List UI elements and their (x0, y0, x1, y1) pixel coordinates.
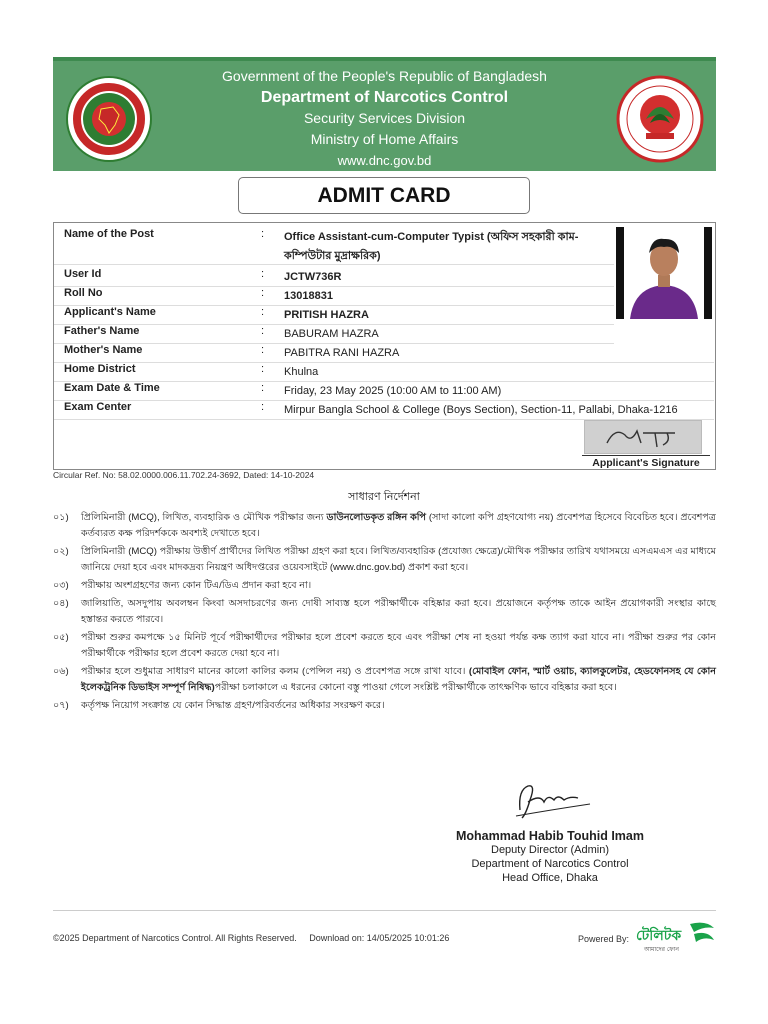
info-row-father-name (54, 325, 614, 344)
info-value: PRITISH HAZRA (284, 309, 369, 321)
info-label: Applicant's Name (64, 306, 156, 318)
info-colon: : (261, 363, 265, 375)
website-text: www.dnc.gov.bd (337, 153, 432, 168)
info-row-exam-center (54, 401, 714, 420)
teletalk-brand-text: টেলিটক (636, 928, 682, 944)
teletalk-logo (634, 918, 716, 954)
instruction-number: ০২) (53, 546, 69, 557)
officer-department: Department of Narcotics Control (471, 858, 629, 870)
footer-divider (53, 910, 716, 911)
info-value: Mirpur Bangla School & College (Boys Section), Section-11, Pallabi, Dhaka-1216 (284, 404, 678, 416)
info-value: 13018831 (284, 290, 333, 302)
circular-reference: Circular Ref. No: 58.02.0000.006.11.702.24-3692, Dated: 14-10-2024 (53, 470, 315, 480)
info-colon: : (261, 228, 265, 240)
info-row-mother-name (54, 344, 714, 363)
info-label: Exam Date & Time (64, 382, 160, 394)
applicant-photo (616, 227, 712, 319)
instruction-number: ০৬) (53, 666, 69, 677)
info-colon: : (261, 401, 265, 413)
instruction-text: প্রিলিমিনারী (MCQ) পরীক্ষায় উত্তীর্ণ প্রার্থীদের লিখিত পরীক্ষা গ্রহণ করা হবে। লিখিত/ব্যবহারিক (প্রযোজ্য ক্ষেত্রে)/মৌখিক পরীক্ষার তারিখ যথাসময়ে এসএমএস এর মাধ্যমে জানিয়ে দেয়া হবে এবং মাদকদ্রব্য নিয়ন্ত্রণ অধিদপ্তরের ওয়েবসাইটে (www.dnc.gov.bd) প্রকাশ করা হবে। (81, 546, 716, 573)
applicant-photo-image (616, 227, 712, 319)
instruction-bold-text: ডাউনলোডকৃত রঙ্গিন কপি (326, 512, 427, 523)
footer-copyright (53, 933, 449, 943)
officer-signature-image (440, 780, 660, 820)
info-colon: : (261, 325, 265, 337)
info-row-applicant-name (54, 306, 614, 325)
info-row-user-id (54, 268, 614, 287)
officer-name: Mohammad Habib Touhid Imam (456, 829, 644, 843)
instruction-item (53, 596, 716, 628)
officer-designation: Deputy Director (Admin) (491, 844, 609, 856)
info-colon: : (261, 306, 265, 318)
instruction-text: প্রিলিমিনারী (MCQ), লিখিত, ব্যবহারিক ও মৌখিক পরীক্ষার জন্য (81, 512, 327, 523)
instruction-text: জালিয়াতি, অসদুপায় অবলম্বন কিংবা অসদাচরণের জন্য দোষী সাব্যস্ত হলে পরীক্ষার্থীকে বহিষ্কার করা হবে। প্রয়োজনে কর্তৃপক্ষ তাকে আইন প্রয়োগকারী সংস্থার কাছে হস্তান্তর করতে পারবে। (81, 598, 716, 625)
instruction-item (53, 698, 716, 714)
info-row-post (54, 228, 614, 265)
instruction-text-cont: পরীক্ষা চলাকালে এ ধরনের কোনো বস্তু পাওয়া গেলে সংশ্লিষ্ট পরীক্ষার্থীকে তাৎক্ষণিক ভাবে বহিষ্কার করা হবে। (214, 682, 617, 693)
instruction-text: পরীক্ষার হলে শুধুমাত্র সাধারণ মানের কালো কালির কলম (পেন্সিল নয়) ও প্রবেশপত্র সঙ্গে রাখা যাবে। (81, 666, 469, 677)
info-colon: : (261, 344, 265, 356)
division-name: Security Services Division (303, 110, 466, 126)
info-label: Home District (64, 363, 136, 375)
ministry-name: Ministry of Home Affairs (310, 131, 459, 147)
instruction-item (53, 664, 716, 696)
download-time: Download on: 14/05/2025 10:01:26 (309, 933, 450, 943)
applicant-signature-image (584, 420, 702, 454)
info-colon: : (261, 287, 265, 299)
powered-by-label: Powered By: (578, 934, 630, 944)
instruction-text-cont: (সাদা কালো কপি গ্রহণযোগ্য নয়) প্রবেশপত্র হিসেবে বিবেচিত হবে। প্রবেশপত্র কর্তব্যরত কক্ষ পরিদর্শককে অবশ্যই দেখাতে হবে। (81, 512, 716, 539)
applicant-signature-label: Applicant's Signature (582, 455, 710, 469)
instruction-number: ০৫) (53, 632, 69, 643)
info-label: Father's Name (64, 325, 140, 337)
info-label: Name of the Post (64, 228, 154, 240)
info-row-exam-date (54, 382, 714, 401)
applicant-signature-scribble (585, 421, 701, 453)
info-colon: : (261, 268, 265, 280)
teletalk-tagline: আমাদের ফোন (644, 946, 679, 953)
instruction-bold-text: (মোবাইল ফোন, স্মার্ট ওয়াচ, ক্যালকুলেটর, হেডফোনসহ যে কোন ইলেকট্রনিক ডিভাইস সম্পূর্ণ নিষিদ্ধ) (81, 666, 717, 693)
instruction-item (53, 578, 716, 594)
instruction-text: পরীক্ষায় অংশগ্রহণের জন্য কোন টিএ/ডিএ প্রদান করা হবে না। (81, 580, 312, 591)
copyright-text: ©2025 Department of Narcotics Control. All Rights Reserved. (53, 933, 297, 943)
info-value: JCTW736R (284, 271, 342, 283)
instruction-item (53, 544, 716, 576)
info-colon: : (261, 382, 265, 394)
instruction-number: ০৪) (53, 598, 69, 609)
header-banner (53, 57, 716, 171)
info-row-home-district (54, 363, 714, 382)
admit-card-title: ADMIT CARD (238, 177, 530, 214)
applicant-info-box (53, 222, 716, 470)
instruction-item (53, 630, 716, 662)
officer-office: Head Office, Dhaka (502, 872, 598, 884)
dnc-emblem-icon (616, 75, 704, 163)
instruction-number: ০৩) (53, 580, 69, 591)
officer-signature-block (440, 780, 660, 885)
info-label: User Id (64, 268, 102, 280)
teletalk-logo-icon (634, 918, 716, 954)
instruction-number: ০৭) (53, 700, 69, 711)
info-value: PABITRA RANI HAZRA (284, 347, 400, 359)
instruction-number: ০১) (53, 512, 69, 523)
gov-name: Government of the People's Republic of Bangladesh (222, 68, 547, 84)
department-name: Department of Narcotics Control (260, 89, 509, 106)
info-label: Mother's Name (64, 344, 143, 356)
instructions-heading: সাধারণ নির্দেশনা (348, 491, 420, 503)
info-value: BABURAM HAZRA (284, 328, 379, 340)
info-value: Office Assistant-cum-Computer Typist (অফিস সহকারী কাম-কম্পিউটার মুদ্রাক্ষরিক) (284, 231, 579, 262)
info-value: Khulna (284, 366, 319, 378)
instruction-item (53, 510, 716, 542)
instruction-text: কর্তৃপক্ষ নিয়োগ সংক্রান্ত যে কোন সিদ্ধান্ত গ্রহণ/পরিবর্তনের অধিকার সংরক্ষণ করে। (81, 700, 385, 711)
info-value: Friday, 23 May 2025 (10:00 AM to 11:00 AM) (284, 385, 502, 397)
instructions-list (53, 510, 716, 716)
instruction-text: পরীক্ষা শুরুর কমপক্ষে ১৫ মিনিট পূর্বে পরীক্ষার্থীদের পরীক্ষার হলে প্রবেশ করতে হবে এবং পরীক্ষা শেষ না হওয়া পর্যন্ত কক্ষ ত্যাগ করা যাবে না। পরীক্ষা শুরুর পর কোন পরীক্ষার্থীকে পরীক্ষার হলে প্রবেশ করতে দেয়া হবে না। (81, 632, 716, 659)
info-label: Roll No (64, 287, 103, 299)
info-label: Exam Center (64, 401, 132, 413)
info-row-roll-no (54, 287, 614, 306)
